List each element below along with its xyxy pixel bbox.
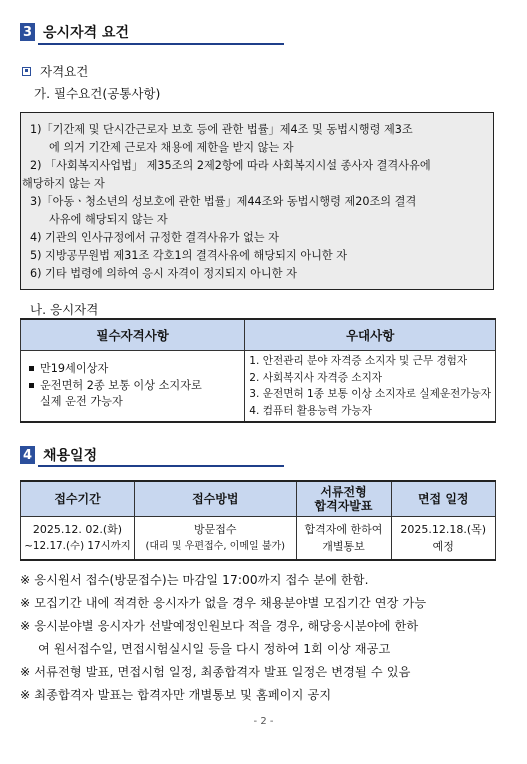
list-item: 2. 사회복지사 자격증 소지자 bbox=[249, 371, 383, 384]
requirement-line: 3)「아동ㆍ청소년의 성보호에 관한 법률」제44조와 동법시행령 제20조의 결격 bbox=[30, 195, 417, 208]
square-bullet-icon bbox=[29, 383, 34, 388]
required-cell bbox=[21, 351, 245, 423]
requirement-line: 4) 기관의 인사규정에서 규정한 결격사유가 없는 자 bbox=[30, 231, 279, 244]
requirement-line: 에 의거 기간제 근로자 채용에 제한을 받지 않는 자 bbox=[49, 141, 294, 154]
section-3-title: 응시자격 요건 bbox=[43, 25, 130, 41]
square-bullet-icon bbox=[29, 366, 34, 371]
preferred-cell bbox=[245, 351, 496, 423]
list-item: 운전면허 2종 보통 이상 소지자로 bbox=[27, 378, 238, 395]
section-4-number: 4 bbox=[20, 446, 35, 464]
list-item: 1. 안전관리 분야 자격증 소지자 및 근무 경험자 bbox=[249, 355, 468, 367]
schedule-table bbox=[20, 480, 496, 561]
column-header: 필수자격사항 bbox=[21, 319, 245, 351]
requirement-line: 1)「기간제 및 단시간근로자 보호 등에 관한 법률」제4조 및 동법시행령 제3조 bbox=[30, 123, 413, 136]
requirement-line: 사유에 해당되지 않는 자 bbox=[49, 213, 168, 226]
requirement-line: 해당하지 않는 자 bbox=[22, 177, 105, 190]
subheading-b: 나. 응시자격 bbox=[30, 302, 99, 317]
requirement-line: 2) 「사회복지사업법」 제35조의 2제2항에 따라 사회복지시설 종사자 결격사유에 bbox=[30, 159, 431, 172]
column-header: 서류전형 합격자발표 bbox=[296, 481, 391, 517]
column-header: 접수방법 bbox=[135, 481, 297, 517]
table-cell: 2025.12.18.(목) 예정 bbox=[391, 517, 496, 561]
note: ※ 모집기간 내에 적격한 응시자가 없을 경우 채용분야별 모집기간 연장 가능 bbox=[20, 596, 427, 610]
note-continuation: 여 원서접수일, 면접시험실시일 등을 다시 정하여 1회 이상 재공고 bbox=[38, 642, 391, 656]
list-item: 4. 컴퓨터 활용능력 가능자 bbox=[249, 404, 372, 417]
page-number: - 2 - bbox=[253, 716, 274, 727]
subheading-a: 가. 필수요건(공통사항) bbox=[34, 86, 161, 101]
note: ※ 서류전형 발표, 면접시험 일정, 최종합격자 발표 일정은 변경될 수 있음 bbox=[20, 665, 411, 679]
list-item: 3. 운전면허 1종 보통 이상 소지자로 실제운전가능자 bbox=[249, 388, 491, 400]
qualification-header bbox=[22, 62, 88, 80]
column-header: 우대사항 bbox=[245, 319, 496, 351]
column-header: 접수기간 bbox=[21, 481, 135, 517]
section-3-header bbox=[20, 22, 129, 42]
requirement-line: 5) 지방공무원법 제31조 각호1의 결격사유에 해당되지 아니한 자 bbox=[30, 249, 348, 262]
qualification-table bbox=[20, 318, 496, 423]
section-4-underline bbox=[38, 465, 284, 467]
table-cell: 2025.12. 02.(화) ~12.17.(수) 17시까지 bbox=[21, 517, 135, 561]
section-3-underline bbox=[38, 43, 284, 45]
list-item: 만19세이상자 bbox=[27, 361, 238, 378]
table-cell: 방문접수 (대리 및 우편접수, 이메일 불가) bbox=[135, 517, 297, 561]
qualification-label: 자격요건 bbox=[40, 64, 89, 79]
section-3-number: 3 bbox=[20, 23, 35, 41]
note: ※ 최종합격자 발표는 합격자만 개별통보 및 홈페이지 공지 bbox=[20, 688, 332, 702]
note: ※ 응시원서 접수(방문접수)는 마감일 17:00까지 접수 분에 한함. bbox=[20, 573, 369, 587]
checkbox-bullet-icon bbox=[22, 67, 31, 76]
list-item-continuation: 실제 운전 가능자 bbox=[40, 395, 123, 409]
requirements-box bbox=[20, 112, 494, 290]
requirement-line: 6) 기타 법령에 의하여 응시 자격이 정지되지 아니한 자 bbox=[30, 267, 297, 280]
table-cell: 합격자에 한하여 개별통보 bbox=[296, 517, 391, 561]
note: ※ 응시분야별 응시자가 선발예정인원보다 적을 경우, 해당응시분야에 한하 bbox=[20, 619, 419, 633]
section-4-title: 채용일정 bbox=[43, 448, 98, 464]
section-4-header bbox=[20, 445, 97, 465]
column-header: 면접 일정 bbox=[391, 481, 496, 517]
